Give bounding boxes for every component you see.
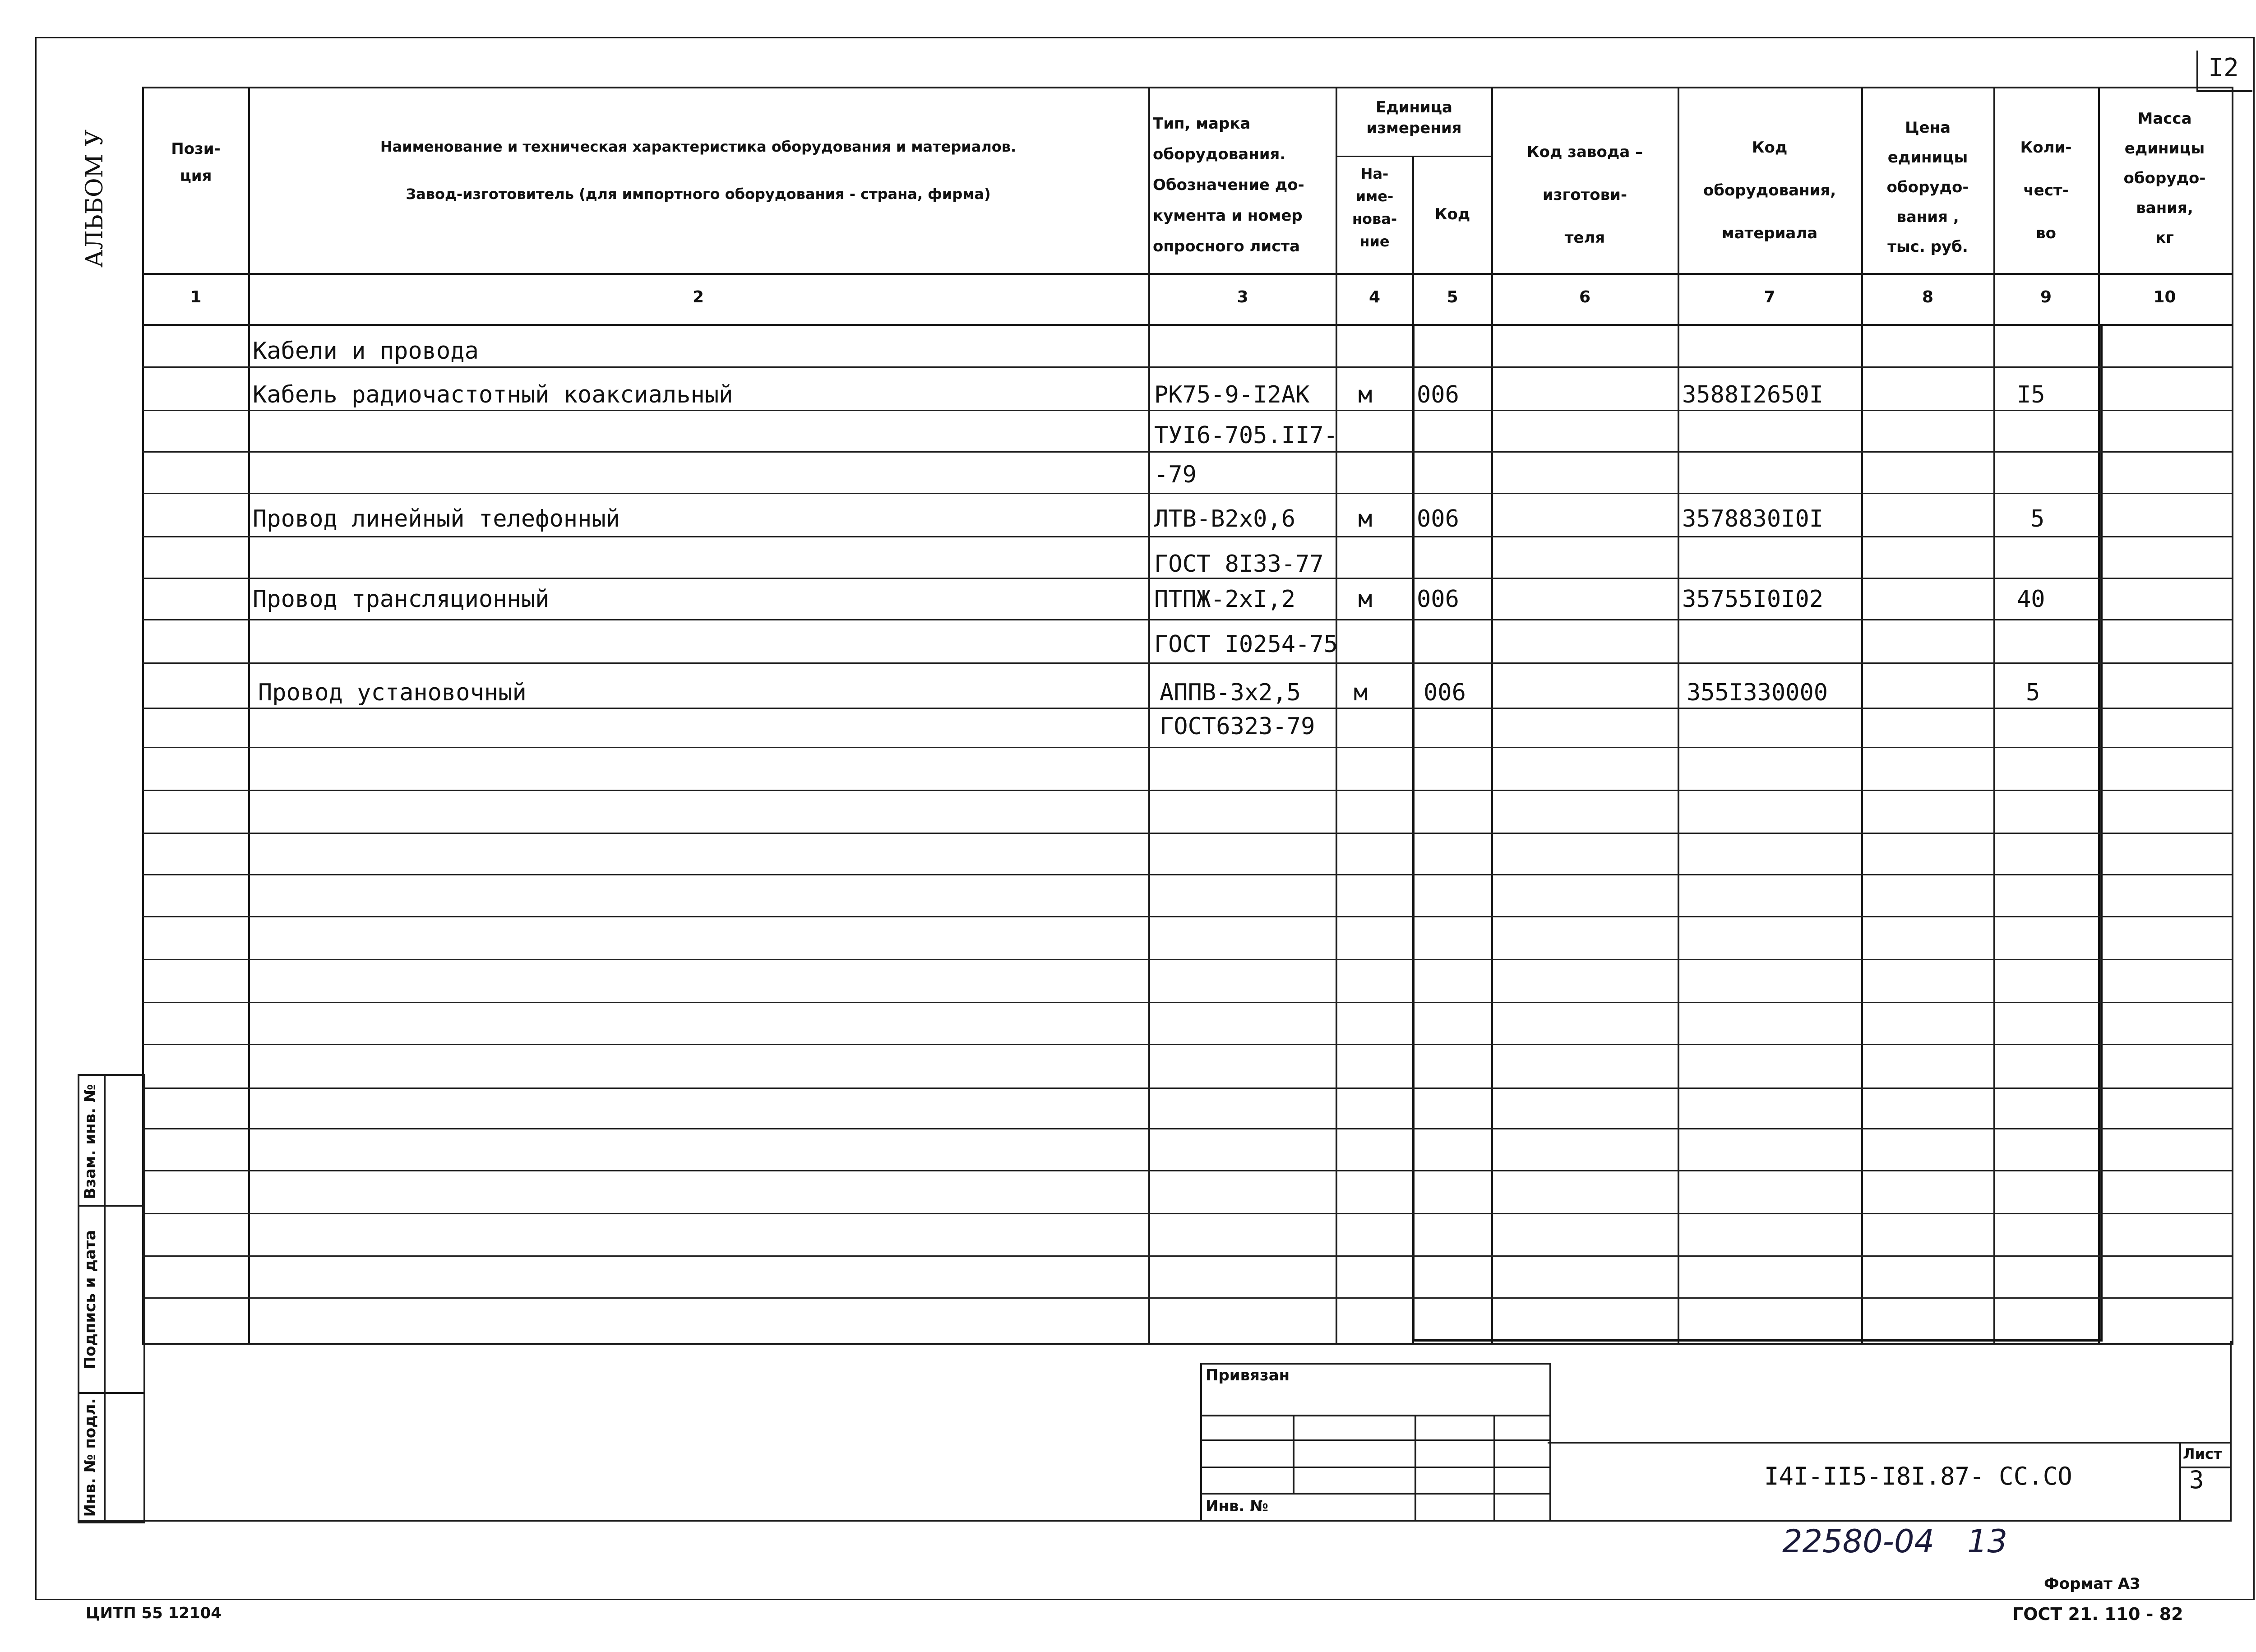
- footer-format: Формат А3: [2044, 1575, 2140, 1593]
- colnum-3: 3: [1237, 288, 1248, 306]
- header-factory-code: Код завода – изготови- теля: [1526, 143, 1643, 247]
- row-separator: [142, 619, 2232, 620]
- row-separator: [142, 366, 2232, 368]
- row-separator: [142, 1255, 2232, 1257]
- row-6-unit: м: [1358, 586, 1373, 613]
- row-separator: [142, 916, 2232, 917]
- stamp-line-4: [1200, 1493, 1549, 1495]
- row-separator: [142, 1044, 2232, 1045]
- row-3-type: -79: [1154, 461, 1197, 488]
- row-separator: [142, 451, 2232, 453]
- colnum-4: 4: [1368, 288, 1381, 306]
- stamp-line-2: [1200, 1439, 1549, 1441]
- row-separator: [142, 959, 2232, 960]
- title-block-top: [1548, 1442, 2232, 1444]
- row-8-name: Провод установочный: [258, 679, 527, 706]
- footer-ctip: ЦИТП 55 12104: [86, 1604, 222, 1622]
- row-4-name: Провод линейный телефонный: [253, 505, 620, 532]
- privyazan-label: Привязан: [1206, 1366, 1290, 1384]
- row-separator: [142, 747, 2232, 748]
- colnum-6: 6: [1579, 288, 1591, 306]
- row-separator: [142, 833, 2232, 834]
- row-1-type: РК75-9-I2АК: [1154, 381, 1310, 408]
- row-separator: [142, 1170, 2232, 1171]
- sheet-box-split: [2179, 1467, 2232, 1468]
- colnum-7: 7: [1764, 288, 1775, 306]
- col-line-2: [1148, 87, 1150, 1343]
- row-6-qty: 40: [2017, 586, 2045, 613]
- sheet-number: 3: [2189, 1466, 2204, 1494]
- row-separator: [142, 790, 2232, 791]
- row-separator: [142, 1213, 2232, 1214]
- colnum-2: 2: [692, 288, 704, 306]
- row-8-qty: 5: [2026, 679, 2040, 706]
- stamp-line-3: [1200, 1467, 1549, 1468]
- row-2-type: ТУI6-705.II7-: [1154, 422, 1338, 449]
- stamp-vline-2: [1415, 1415, 1416, 1520]
- document-code: I4I-II5-I8I.87- СС.СО: [1764, 1462, 2072, 1490]
- row-1-unit: м: [1358, 381, 1373, 408]
- stamp-line-1: [1200, 1415, 1549, 1416]
- sheet-label: Лист: [2183, 1445, 2222, 1462]
- row-7-type: ГОСТ I0254-75: [1154, 631, 1338, 658]
- header-unit: Единица измерения: [1366, 98, 1462, 137]
- row-4-type: ЛТВ-В2х0,6: [1154, 505, 1296, 532]
- header-material-code: Код оборудования, материала: [1703, 139, 1836, 242]
- row-separator: [142, 493, 2232, 494]
- footer-gost: ГОСТ 21. 110 - 82: [2012, 1604, 2183, 1624]
- row-0-name: Кабели и провода: [253, 338, 479, 365]
- row-4-material: 3578830I0I: [1682, 505, 1824, 532]
- album-label: АЛЬБОМ У: [81, 130, 108, 268]
- row-6-code: 006: [1417, 586, 1459, 613]
- colnum-10: 10: [2153, 288, 2176, 306]
- side-label-inv-podl: Инв. № подл.: [81, 1398, 99, 1517]
- header-position: Пози- ция: [171, 140, 221, 185]
- col-line-3: [1336, 87, 1337, 1343]
- colnum-1: 1: [190, 288, 202, 306]
- row-4-unit: м: [1358, 505, 1373, 532]
- row-6-name: Провод трансляционный: [253, 586, 550, 613]
- row-6-material: 35755I0I02: [1682, 586, 1824, 613]
- row-separator: [142, 410, 2232, 411]
- header-unit-code: Код: [1434, 205, 1470, 223]
- row-9-type: ГОСТ6323-79: [1160, 713, 1315, 740]
- header-bottom-line: [142, 273, 2232, 275]
- row-8-code: 006: [1424, 679, 1466, 706]
- stamp-vline-1: [1293, 1415, 1294, 1493]
- row-8-type: АППВ-3х2,5: [1160, 679, 1301, 706]
- colnum-5: 5: [1447, 288, 1458, 306]
- side-label-podpis: Подпись и дата: [81, 1230, 99, 1370]
- page-corner-number: I2: [2208, 53, 2239, 83]
- bottom-frame-line: [78, 1520, 2232, 1522]
- row-separator: [142, 578, 2232, 579]
- row-8-material: 355I330000: [1687, 679, 1828, 706]
- row-separator: [142, 708, 2232, 709]
- header-price: Цена единицы оборудо- вания , тыс. руб.: [1886, 119, 1969, 256]
- side-label-vzam: Взам. инв. №: [81, 1084, 99, 1199]
- handwritten-number: 22580-04: [1782, 1523, 1935, 1560]
- row-1-code: 006: [1417, 381, 1459, 408]
- row-separator: [142, 1087, 2232, 1089]
- row-separator: [142, 1297, 2232, 1299]
- colnum-8: 8: [1922, 288, 1934, 306]
- stamp-vline-3: [1493, 1415, 1495, 1520]
- header-name-line2: Завод-изготовитель (для импортного оборудования - страна, фирма): [406, 185, 991, 203]
- row-separator: [142, 536, 2232, 537]
- header-unit-name: На- име- нова- ние: [1352, 165, 1397, 250]
- row-4-code: 006: [1417, 505, 1459, 532]
- colnum-9: 9: [2040, 288, 2052, 306]
- handwritten-page: 13: [1967, 1523, 2008, 1560]
- header-quantity: Коли- чест- во: [2020, 139, 2072, 242]
- row-separator: [142, 1128, 2232, 1129]
- row-8-unit: м: [1354, 679, 1368, 706]
- row-4-qty: 5: [2030, 505, 2045, 532]
- side-strip-divider: [104, 1074, 106, 1522]
- header-name-line1: Наименование и техническая характеристика оборудования и материалов.: [380, 138, 1017, 155]
- inv-no-label: Инв. №: [1206, 1497, 1269, 1515]
- header-mass: Масса единицы оборудо- вания, кг: [2123, 110, 2206, 247]
- row-6-type: ПТПЖ-2хI,2: [1154, 586, 1296, 613]
- row-1-qty: I5: [2017, 381, 2045, 408]
- row-separator: [142, 874, 2232, 875]
- row-1-name: Кабель радиочастотный коаксиальный: [253, 381, 733, 408]
- header-type: Тип, марка оборудования. Обозначение до- кумента и номер опросного листа: [1153, 115, 1304, 255]
- col-line-1: [248, 87, 250, 1343]
- row-1-material: 3588I2650I: [1682, 381, 1824, 408]
- row-separator: [142, 662, 2232, 664]
- row-5-type: ГОСТ 8I33-77: [1154, 551, 1324, 578]
- row-separator: [142, 1002, 2232, 1003]
